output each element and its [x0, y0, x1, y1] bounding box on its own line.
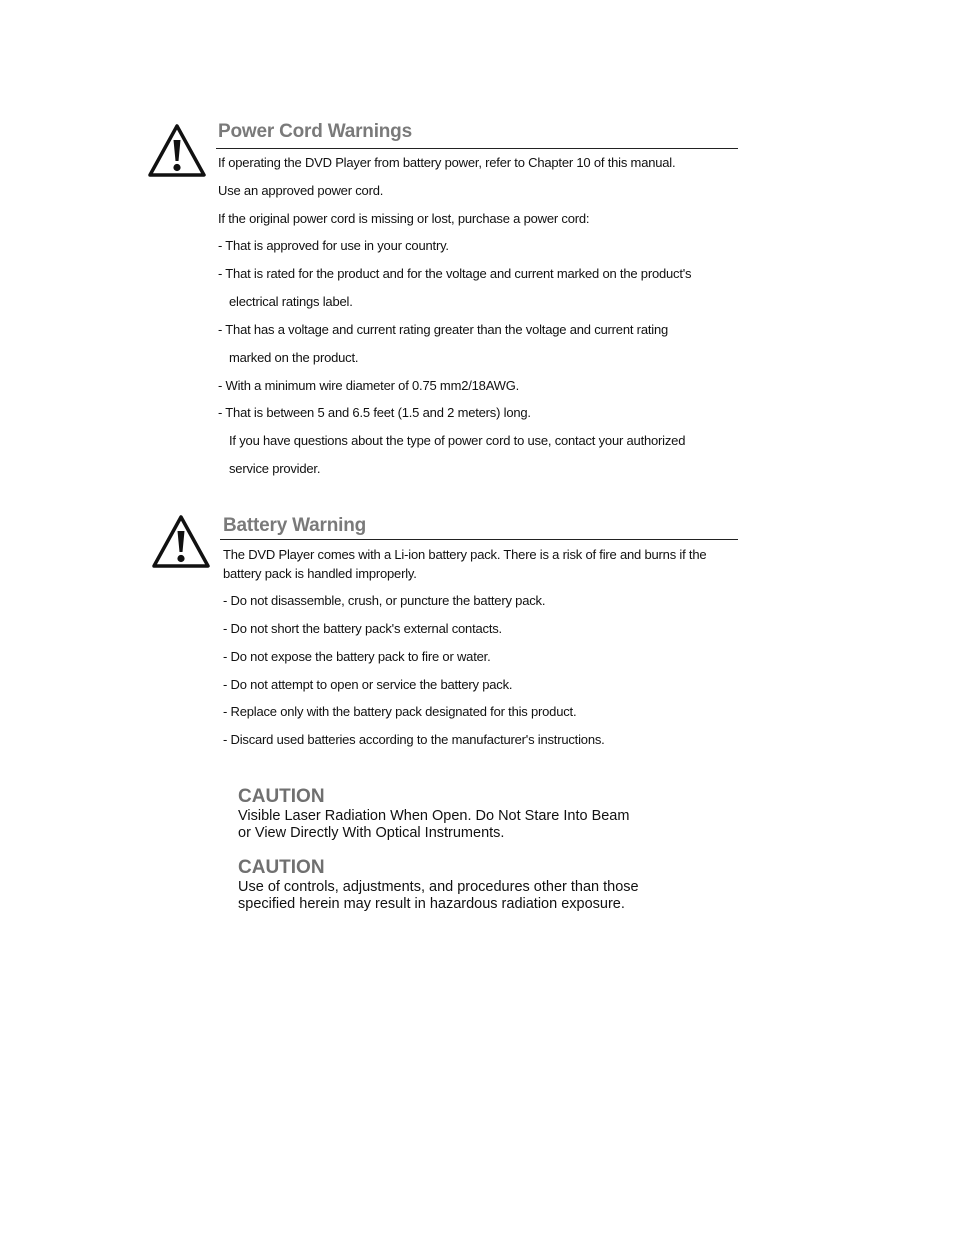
power-cord-bullet: - With a minimum wire diameter of 0.75 mm2/18AWG. — [218, 378, 520, 393]
power-cord-line: If the original power cord is missing or lost, purchase a power cord: — [218, 211, 590, 226]
battery-bullet: - Replace only with the battery pack designated for this product. — [223, 704, 577, 719]
battery-bullet: - Discard used batteries according to the manufacturer's instructions. — [223, 732, 605, 747]
caution-title: CAUTION — [238, 786, 325, 807]
power-cord-bullet-cont: marked on the product. — [229, 350, 359, 365]
power-cord-bullet-cont: electrical ratings label. — [229, 294, 353, 309]
power-cord-line: If operating the DVD Player from battery power, refer to Chapter 10 of this manual. — [218, 155, 676, 170]
caution-line: specified herein may result in hazardous radiation exposure. — [238, 896, 625, 912]
power-cord-bullet: - That is approved for use in your country. — [218, 238, 449, 253]
battery-rule — [220, 539, 738, 540]
power-cord-rule — [216, 148, 738, 149]
warning-triangle-icon — [147, 123, 207, 179]
battery-bullet: - Do not short the battery pack's external contacts. — [223, 621, 502, 636]
caution-line: Visible Laser Radiation When Open. Do Not Stare Into Beam — [238, 808, 630, 824]
caution-title: CAUTION — [238, 857, 325, 878]
battery-bullet: - Do not attempt to open or service the battery pack. — [223, 677, 513, 692]
power-cord-heading: Power Cord Warnings — [218, 121, 412, 142]
battery-line: The DVD Player comes with a Li-ion battery pack. There is a risk of fire and burns if the — [223, 547, 707, 562]
caution-line: Use of controls, adjustments, and procedures other than those — [238, 879, 639, 895]
power-cord-bullet: - That is between 5 and 6.5 feet (1.5 and 2 meters) long. — [218, 405, 531, 420]
caution-line: or View Directly With Optical Instruments. — [238, 825, 505, 841]
power-cord-note: If you have questions about the type of power cord to use, contact your authorized — [229, 433, 686, 448]
battery-bullet: - Do not disassemble, crush, or puncture the battery pack. — [223, 593, 546, 608]
battery-heading: Battery Warning — [223, 515, 367, 536]
power-cord-line: Use an approved power cord. — [218, 183, 384, 198]
battery-line: battery pack is handled improperly. — [223, 566, 417, 581]
power-cord-note: service provider. — [229, 461, 321, 476]
battery-bullet: - Do not expose the battery pack to fire or water. — [223, 649, 491, 664]
warning-triangle-icon — [151, 514, 211, 570]
power-cord-bullet: - That has a voltage and current rating greater than the voltage and current rating — [218, 322, 669, 337]
power-cord-bullet: - That is rated for the product and for the voltage and current marked on the product's — [218, 266, 692, 281]
